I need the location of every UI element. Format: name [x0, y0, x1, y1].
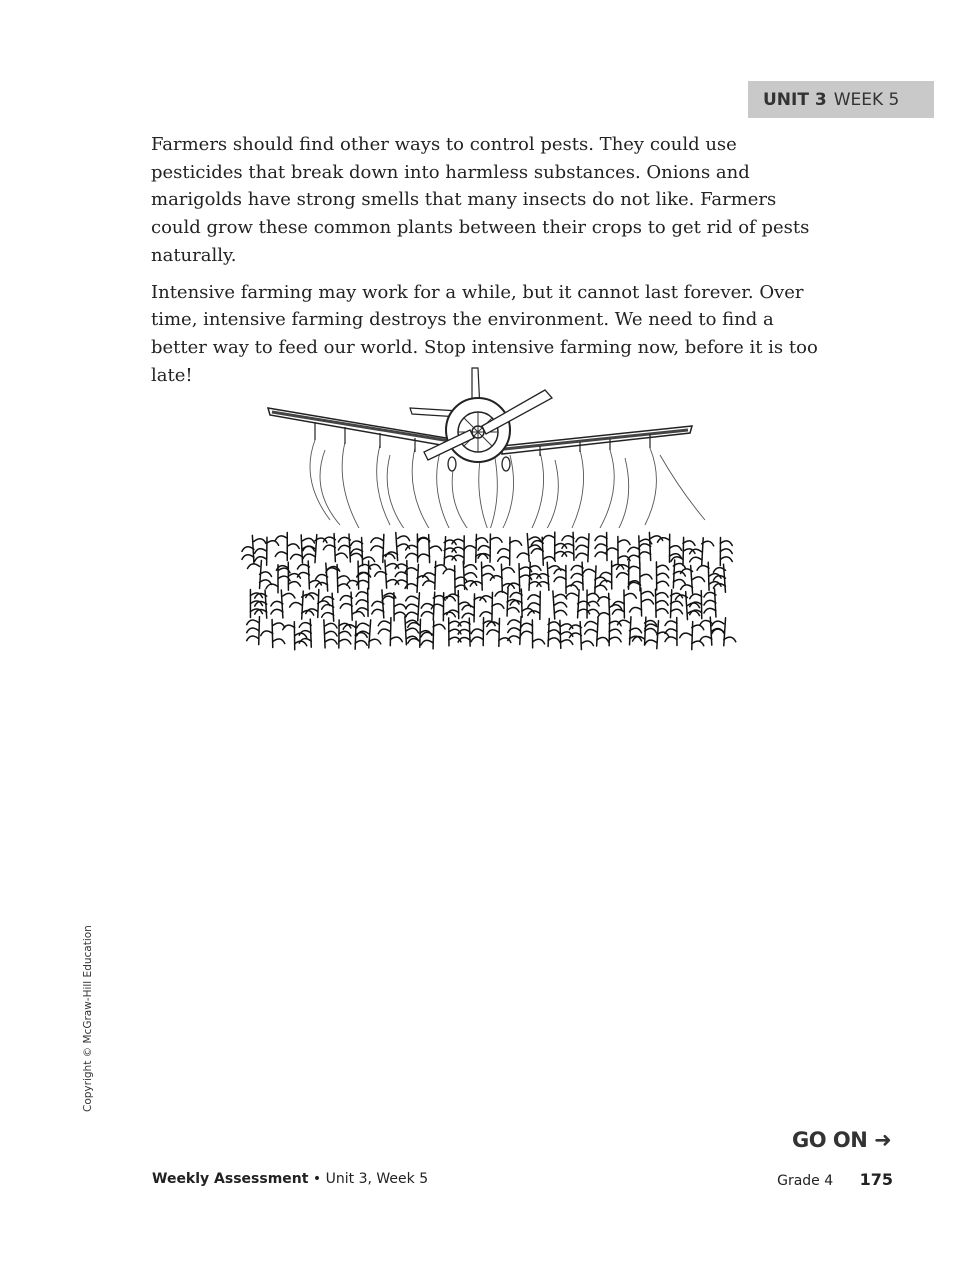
footer-separator: •: [312, 1171, 322, 1187]
assessment-unit: Unit 3, Week 5: [325, 1171, 429, 1187]
copyright-notice: Copyright © McGraw-Hill Education: [82, 925, 94, 1112]
unit-week-tab: [748, 81, 934, 118]
page-number: 175: [859, 1170, 893, 1189]
arrow-right-icon: ➜: [874, 1128, 892, 1152]
pesticide-spray: [310, 440, 705, 535]
crop-duster-illustration: [240, 360, 740, 670]
go-on-text: GO ON: [792, 1128, 868, 1152]
footer-assessment: [152, 1171, 428, 1187]
week-label: WEEK 5: [833, 89, 900, 110]
footer-grade-page: [777, 1170, 893, 1189]
passage-paragraph-2: Intensive farming may work for a while, but it cannot last forever. Over time, intensive farming destroys the environment. We need to find a better way to feed our world. Stop intensive farming now, before it is too late!: [151, 281, 818, 386]
assessment-title: Weekly Assessment: [152, 1171, 309, 1187]
grade-label: Grade 4: [777, 1173, 834, 1189]
airplane: [268, 368, 692, 471]
unit-label: UNIT 3: [763, 89, 827, 110]
go-on-label: [792, 1128, 891, 1152]
passage-text: [151, 131, 831, 398]
passage-paragraph-1: Farmers should find other ways to control pests. They could use pesticides that break down into harmless substances. Onions and marigolds have strong smells that many insects do not like. Farmers could grow these common plants between their crops to get rid of pests naturally.: [151, 134, 810, 266]
